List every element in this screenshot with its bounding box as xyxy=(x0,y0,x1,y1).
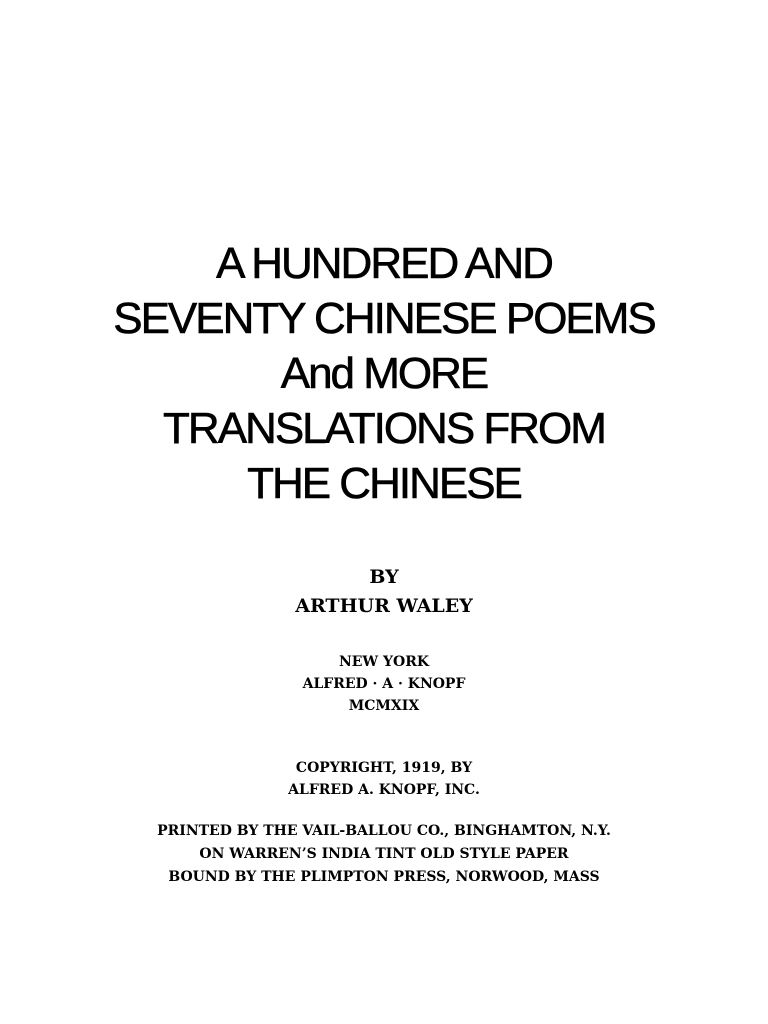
printer-line-3: BOUND BY THE PLIMPTON PRESS, NORWOOD, MASS xyxy=(168,869,600,885)
author-name: ARTHUR WALEY xyxy=(295,595,473,617)
by-label: BY xyxy=(369,566,399,588)
book-title xyxy=(0,236,768,511)
imprint-city: NEW YORK xyxy=(338,654,430,670)
printer-line-1: PRINTED BY THE VAIL-BALLOU CO., BINGHAMTON, N.Y. xyxy=(157,823,611,839)
printer-colophon xyxy=(0,820,768,889)
title-line-3: And MORE xyxy=(280,349,488,398)
printer-line-2: ON WARREN’S INDIA TINT OLD STYLE PAPER xyxy=(199,846,569,862)
imprint-publisher: ALFRED · A · KNOPF xyxy=(302,676,466,692)
title-line-5: THE CHINESE xyxy=(247,459,521,508)
title-line-2: SEVENTY CHINESE POEMS xyxy=(113,294,655,343)
copyright-notice xyxy=(0,757,768,801)
imprint-year: MCMXIX xyxy=(348,698,420,714)
imprint xyxy=(0,651,768,717)
copyright-line-1: COPYRIGHT, 1919, BY xyxy=(295,760,473,776)
byline xyxy=(0,563,768,621)
copyright-line-2: ALFRED A. KNOPF, INC. xyxy=(288,782,480,798)
title-line-4: TRANSLATIONS FROM xyxy=(163,404,605,453)
title-line-1: A HUNDRED AND xyxy=(216,239,552,288)
